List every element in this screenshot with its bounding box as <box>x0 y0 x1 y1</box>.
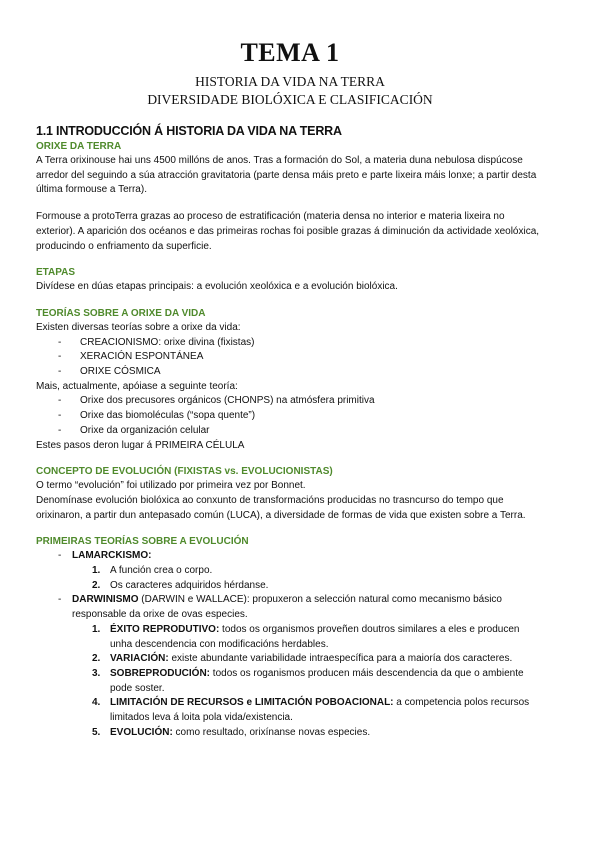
item-number: 1. <box>92 565 101 577</box>
teorias-list-2 <box>36 394 544 438</box>
list-item <box>36 726 544 741</box>
list-item: - CREACIONISMO: orixe divina (fixistas) <box>36 336 544 351</box>
section-title: 1.1 INTRODUCCIÓN Á HISTORIA DA VIDA NA TERRA <box>36 124 342 138</box>
list-item: - Orixe dos precusores orgánicos (CHONPS) na atmósfera primitiva <box>36 394 544 409</box>
lamarckismo-label: LAMARCKISMO: <box>72 550 152 562</box>
item-label: ÉXITO REPRODUTIVO: <box>110 623 220 635</box>
heading-concepto: CONCEPTO DE EVOLUCIÓN (FIXISTAS vs. EVOLUCIONISTAS) <box>36 466 333 478</box>
item-label: SOBREPRODUCIÓN: <box>110 667 211 679</box>
list-item-darwinismo <box>36 593 544 622</box>
list-item <box>36 579 544 594</box>
heading-primeiras-teorias: PRIMEIRAS TEORÍAS SOBRE A EVOLUCIÓN <box>36 536 249 548</box>
paragraph-concepto-2: Denomínase evolución biolóxica ao conxunto de transformacións producidas no trasncurso do tempo que orixinaron, a partir dun antepasado común (LUCA), a diversidade de formas de vida que existen sobre a Terra. <box>36 494 526 521</box>
list-item <box>36 623 544 652</box>
teorias-intro: Existen diversas teorías sobre a orixe da vida: <box>36 321 241 333</box>
darwinismo-points <box>36 623 544 741</box>
teorias-list <box>36 336 544 380</box>
item-label: EVOLUCIÓN: <box>110 726 173 738</box>
item-text: a competencia polos recursos limitados leva á loita pola vida/existencia. <box>110 697 530 724</box>
doc-title: TEMA 1 <box>240 38 340 67</box>
darwinismo-names: (DARWIN e WALLACE): <box>138 594 250 606</box>
lamarckismo-points <box>36 564 544 593</box>
darwinismo-label: DARWINISMO <box>72 594 139 606</box>
list-item: - Orixe da organización celular <box>36 424 544 439</box>
list-item <box>36 667 544 696</box>
list-item-lamarckismo <box>36 549 544 564</box>
item-text: todos os roganismos producen máis descendencia da que o ambiente pode soster. <box>110 667 524 694</box>
list-item <box>36 564 544 579</box>
item-number: 2. <box>92 579 101 591</box>
list-item: - XERACIÓN ESPONTÁNEA <box>36 350 544 365</box>
item-text: como resultado, orixínanse novas especies. <box>172 726 371 738</box>
primeiras-list-2 <box>36 593 544 622</box>
primeiras-list <box>36 549 544 564</box>
list-item <box>36 696 544 725</box>
list-item: - Orixe das biomoléculas (“sopa quente”) <box>36 409 544 424</box>
paragraph-orixe-2: Formouse a protoTerra grazas ao proceso de estratificación (materia densa no interior e materia lixeira no exterior). A aparición dos océanos e das primeiras rochas foi posible grazas á diminución da actividade xeolóxica, producindo o enfriamento da superficie. <box>36 211 540 252</box>
list-item <box>36 652 544 667</box>
item-text: Os caracteres adquiridos hérdanse. <box>110 579 269 591</box>
paragraph-etapas: Divídese en dúas etapas principais: a evolución xeolóxica e a evolución biolóxica. <box>36 281 398 293</box>
doc-subtitle-2: DIVERSIDADE BIOLÓXICA E CLASIFICACIÓN <box>147 92 433 107</box>
item-number: 5. <box>92 726 101 738</box>
teorias-closing: Estes pasos deron lugar á PRIMEIRA CÉLULA <box>36 439 245 451</box>
heading-orixe-terra: ORIXE DA TERRA <box>36 141 122 152</box>
item-text: A función crea o corpo. <box>110 565 213 577</box>
item-label: LIMITACIÓN DE RECURSOS e LIMITACIÓN POBOACIONAL: <box>110 697 394 709</box>
item-text: existe abundante variabilidade intraespecífica para a maioría dos caracteres. <box>168 653 513 665</box>
darwinismo-text: propuxeron a selección natural como mecanismo básico responsable da orixe de ovas especies. <box>72 594 502 621</box>
heading-etapas: ETAPAS <box>36 267 76 279</box>
heading-teorias: TEORÍAS SOBRE A ORIXE DA VIDA <box>36 307 206 319</box>
item-text: todos os organismos proveñen doutros similares a eles e producen unha descendencia con modificacións herdables. <box>110 623 520 650</box>
item-label: VARIACIÓN: <box>110 653 169 665</box>
teorias-intro-2: Mais, actualmente, apóiase a seguinte teoría: <box>36 380 238 392</box>
paragraph-concepto-1: O termo “evolución” foi utilizado por primeira vez por Bonnet. <box>36 480 306 492</box>
paragraph-orixe-1: A Terra orixinouse hai uns 4500 millóns de anos. Tras a formación do Sol, a materia duna nebulosa dispúcose arredor del seguindo a súa atracción gravitatoria (parte densa máis preto e parte lixeira máis lonxe; a partir desta última formouse a Terra). <box>36 155 537 196</box>
item-number: 1. <box>92 623 101 635</box>
item-number: 3. <box>92 667 101 679</box>
doc-subtitle-1: HISTORIA DA VIDA NA TERRA <box>195 74 385 89</box>
item-number: 2. <box>92 653 101 665</box>
list-item: - ORIXE CÓSMICA <box>36 365 544 380</box>
item-number: 4. <box>92 697 101 709</box>
